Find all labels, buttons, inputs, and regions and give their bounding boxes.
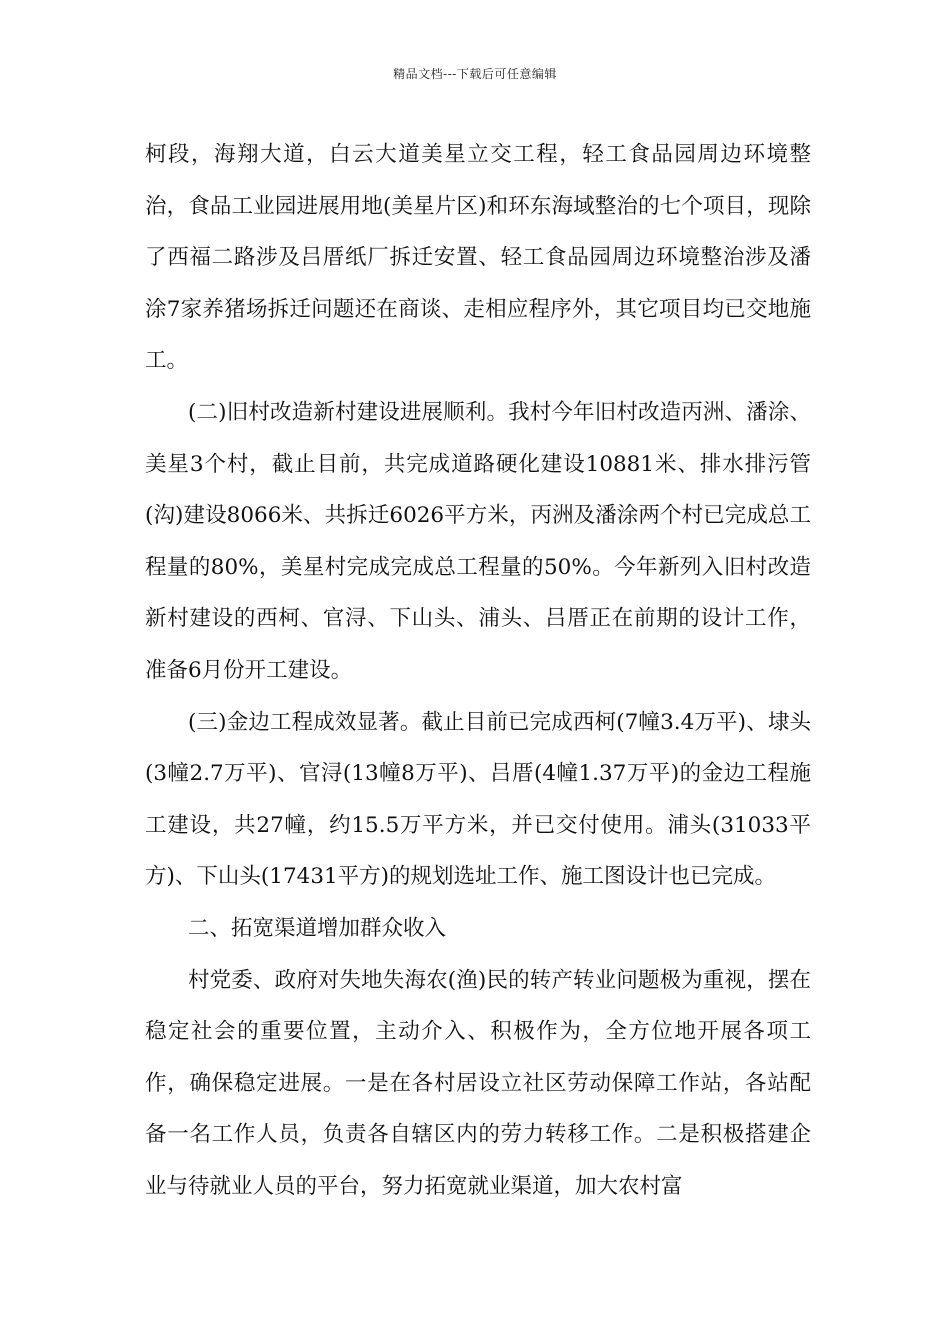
- section-heading-income: 二、拓宽渠道增加群众收入: [188, 915, 447, 941]
- paragraph-continuation: 柯段，海翔大道，白云大道美星立交工程，轻工食品园周边环境整治，食品工业园进展用地(美星片区)和环东海域整治的七个项目，现除了西福二路涉及吕厝纸厂拆迁安置、轻工食品园周边环境整治涉及潘涂7家养猪场拆迁问题还在商谈、走相应程序外，其它项目均已交地施工。: [145, 142, 811, 374]
- paragraph-employment: 村党委、政府对失地失海农(渔)民的转产转业问题极为重视，摆在稳定社会的重要位置，主动介入、积极作为，全方位地开展各项工作，确保稳定进展。一是在各村居设立社区劳动保障工作站，各站配备一名工作人员，负责各自辖区内的劳力转移工作。二是积极搭建企业与待就业人员的平台，努力拓宽就业渠道，加大农村富: [145, 967, 811, 1199]
- paragraph-old-village-renovation: (二)旧村改造新村建设进展顺利。我村今年旧村改造丙洲、潘涂、美星3个村，截止目前，共完成道路硬化建设10881米、排水排污管(沟)建设8066米、共拆迁6026平方米，丙洲及潘涂两个村已完成总工程量的80%，美星村完成完成总工程量的50%。今年新列入旧村改造新村建设的西柯、官浔、下山头、浦头、吕厝正在前期的设计工作，准备6月份开工建设。: [145, 399, 811, 683]
- page-header: 精品文档---下载后可任意编辑: [393, 67, 557, 81]
- document-body: [145, 129, 811, 1212]
- paragraph-golden-edge-project: (三)金边工程成效显著。截止目前已完成西柯(7幢3.4万平)、埭头(3幢2.7万平)、官浔(13幢8万平)、吕厝(4幢1.37万平)的金边工程施工建设，共27幢，约15.5万平方米，并已交付使用。浦头(31033平方)、下山头(17431平方)的规划选址工作、施工图设计也已完成。: [145, 709, 811, 890]
